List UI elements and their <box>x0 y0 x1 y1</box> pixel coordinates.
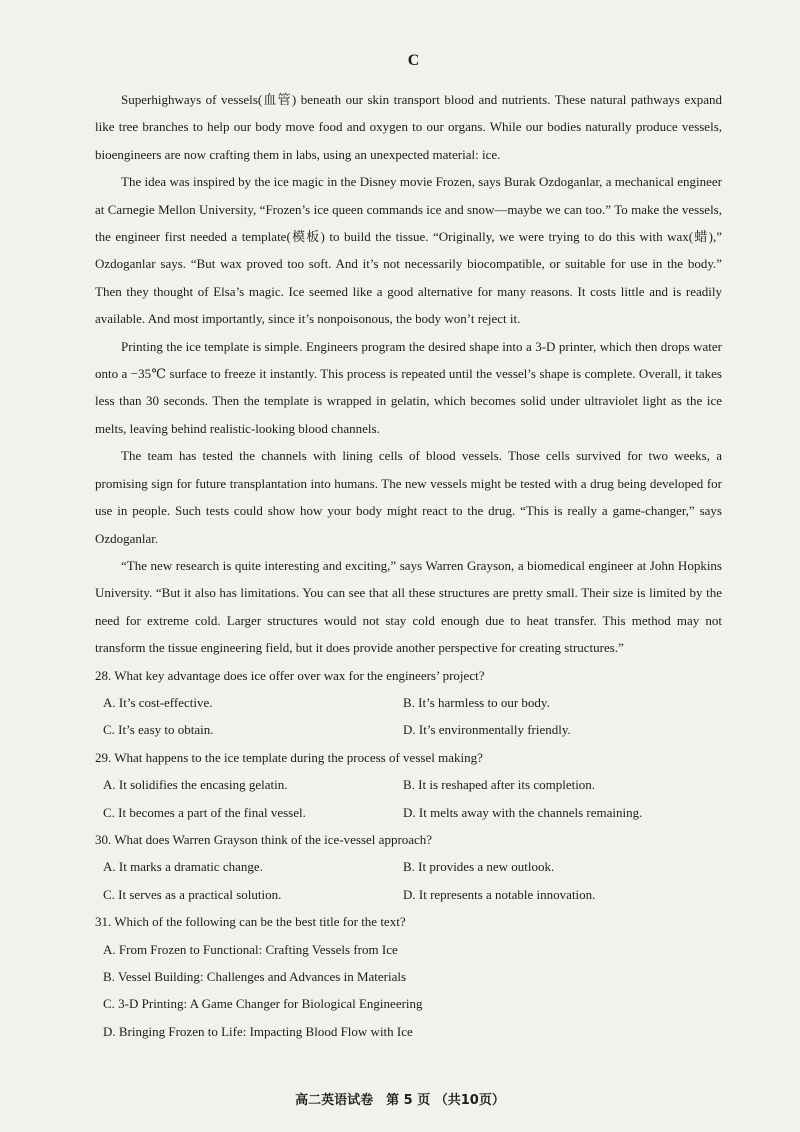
paragraph: The idea was inspired by the ice magic in the Disney movie Frozen, says Burak Ozdoganlar, a mechanical engineer at Carnegie Mellon University, “Frozen’s ice queen commands ice and snow—maybe we can too.” To make the vessels, the engineer first needed a template(模板) to build the tissue. “Originally, we were trying to do this with wax(蜡),” Ozdoganlar says. “But wax proved too soft. And it’s not necessarily biocompatible, or suitable for use in the body.” Then they thought of Elsa’s magic. Ice seemed like a good alternative for many reasons. It costs little and is readily available. And most importantly, since it’s nonpoisonous, the body won’t reject it. <box>95 174 722 327</box>
option-a: A. It marks a dramatic change. <box>103 859 263 875</box>
option-b: B. Vessel Building: Challenges and Advances in Materials <box>103 969 407 984</box>
option-c: C. It becomes a part of the final vessel. <box>103 804 306 820</box>
question-30 <box>95 826 722 908</box>
answer-options <box>95 689 722 744</box>
option-a: A. From Frozen to Functional: Crafting Vessels from Ice <box>103 941 398 957</box>
question-stem: 30. What does Warren Grayson think of the ice-vessel approach? <box>95 831 433 847</box>
option-a: A. It’s cost-effective. <box>103 694 213 710</box>
answer-options <box>95 771 722 826</box>
option-d: D. Bringing Frozen to Life: Impacting Blood Flow with Ice <box>103 1023 413 1039</box>
passage <box>95 86 722 662</box>
option-d: D. It’s environmentally friendly. <box>403 722 571 738</box>
option-a: A. It solidifies the encasing gelatin. <box>103 777 288 793</box>
option-c: C. It serves as a practical solution. <box>103 886 282 902</box>
option-b: B. It provides a new outlook. <box>403 859 555 875</box>
page-footer: 高二英语试卷 第 5 页 （共10页） <box>295 1093 505 1108</box>
option-d: D. It represents a notable innovation. <box>403 886 596 902</box>
option-c: C. 3-D Printing: A Game Changer for Biological Engineering <box>103 996 423 1012</box>
question-stem: 31. Which of the following can be the best title for the text? <box>95 914 406 930</box>
question-stem: 28. What key advantage does ice offer over wax for the engineers’ project? <box>95 667 485 683</box>
question-31 <box>95 908 722 1045</box>
paragraph: The team has tested the channels with lining cells of blood vessels. Those cells survived for two weeks, a promising sign for future transplantation into humans. The new vessels might be tested with a drug being developed for use in people. Such tests could show how your body might react to the drug. “This is really a game-changer,” says Ozdoganlar. <box>95 448 722 546</box>
question-list <box>95 662 722 1046</box>
answer-options <box>95 853 722 908</box>
paragraph: “The new research is quite interesting and exciting,” says Warren Grayson, a biomedical engineer at John Hopkins University. “But it also has limitations. You can see that all these structures are pretty small. Their size is limited by the need for extreme cold. Larger structures would not stay cold enough due to heat transfer. This method may not transform the tissue engineering field, but it does provide another perspective for creating structures.” <box>95 557 722 656</box>
option-d: D. It melts away with the channels remaining. <box>403 804 643 820</box>
question-29 <box>95 744 722 826</box>
paragraph: Superhighways of vessels(血管) beneath our skin transport blood and nutrients. These natural pathways expand like tree branches to help our body move food and oxygen to our organs. While our bodies naturally produce vessels, bioengineers are now crafting them in labs, using an unexpected material: ice. <box>95 92 722 162</box>
paragraph: Printing the ice template is simple. Engineers program the desired shape into a 3-D printer, which then drops water onto a −35℃ surface to freeze it instantly. This process is repeated until the vessel’s shape is complete. Overall, it takes less than 30 seconds. Then the template is wrapped in gelatin, which becomes solid under ultraviolet light as the ice melts, leaving behind realistic-looking blood channels. <box>95 338 722 436</box>
option-c: C. It’s easy to obtain. <box>103 722 214 738</box>
option-b: B. It’s harmless to our body. <box>403 694 550 710</box>
section-letter: C <box>407 52 420 69</box>
question-stem: 29. What happens to the ice template during the process of vessel making? <box>95 749 483 765</box>
answer-options <box>95 936 722 1046</box>
question-28 <box>95 662 722 744</box>
option-b: B. It is reshaped after its completion. <box>403 777 596 793</box>
